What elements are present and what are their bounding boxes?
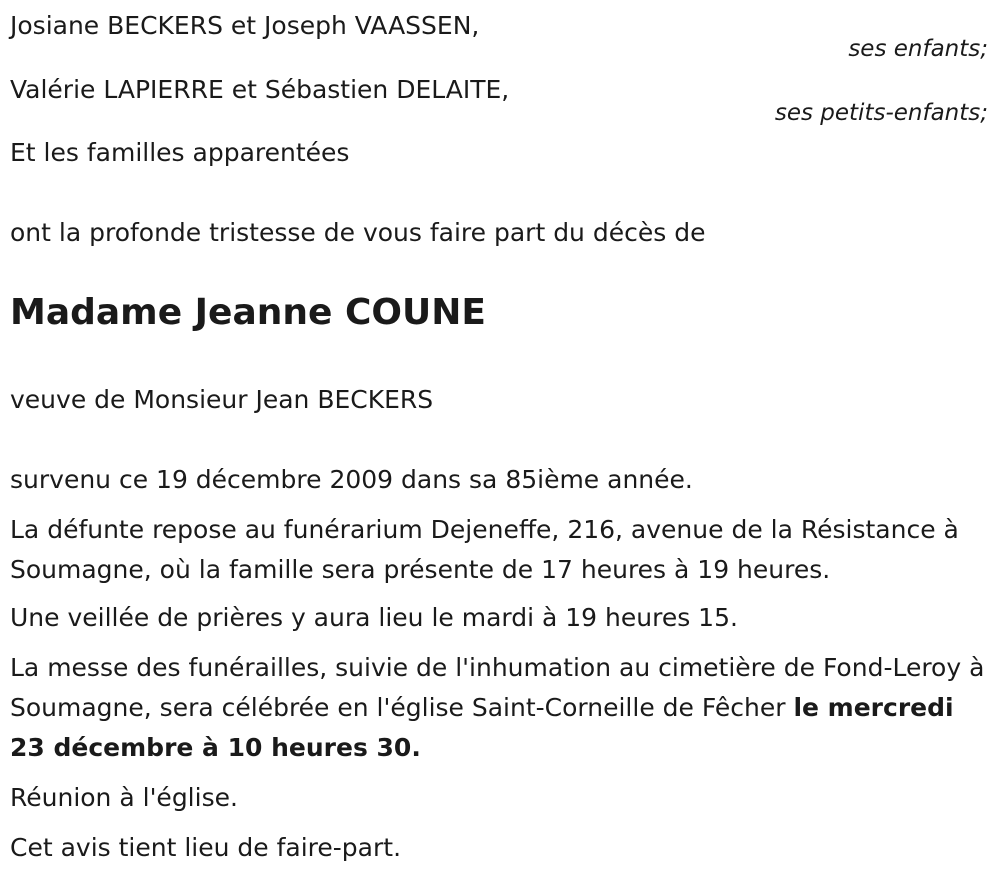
death-date: survenu ce 19 décembre 2009 dans sa 85ième année.	[10, 465, 693, 494]
grandchildren-role: ses petits-enfants;	[774, 100, 988, 126]
grandchildren-names: Valérie LAPIERRE et Sébastien DELAITE,	[10, 75, 510, 104]
mass-paragraph	[10, 648, 990, 768]
funeral-home-paragraph: La défunte repose au funérarium Dejeneffe, 216, avenue de la Résistance à Soumagne, où la famille sera présente de 17 heures à 19 heures.	[10, 515, 959, 584]
notice-text: Cet avis tient lieu de faire-part.	[10, 833, 402, 862]
mass-text: La messe des funérailles, suivie de l'inhumation au cimetière de Fond-Leroy à Soumagne, sera célébrée en l'église Saint-Corneille de Fêcher	[10, 653, 985, 722]
vigil-paragraph: Une veillée de prières y aura lieu le mardi à 19 heures 15.	[10, 603, 738, 632]
intro-sentence: ont la profonde tristesse de vous faire part du décès de	[10, 218, 706, 247]
children-role: ses enfants;	[848, 36, 988, 62]
mass-datetime: le mercredi 23 décembre à 10 heures 30.	[10, 693, 954, 762]
meeting-place: Réunion à l'église.	[10, 783, 238, 812]
children-names: Josiane BECKERS et Joseph VAASSEN,	[10, 11, 480, 40]
widow-of: veuve de Monsieur Jean BECKERS	[10, 385, 434, 414]
deceased-name: Madame Jeanne COUNE	[10, 292, 486, 333]
related-families: Et les familles apparentées	[10, 138, 350, 167]
